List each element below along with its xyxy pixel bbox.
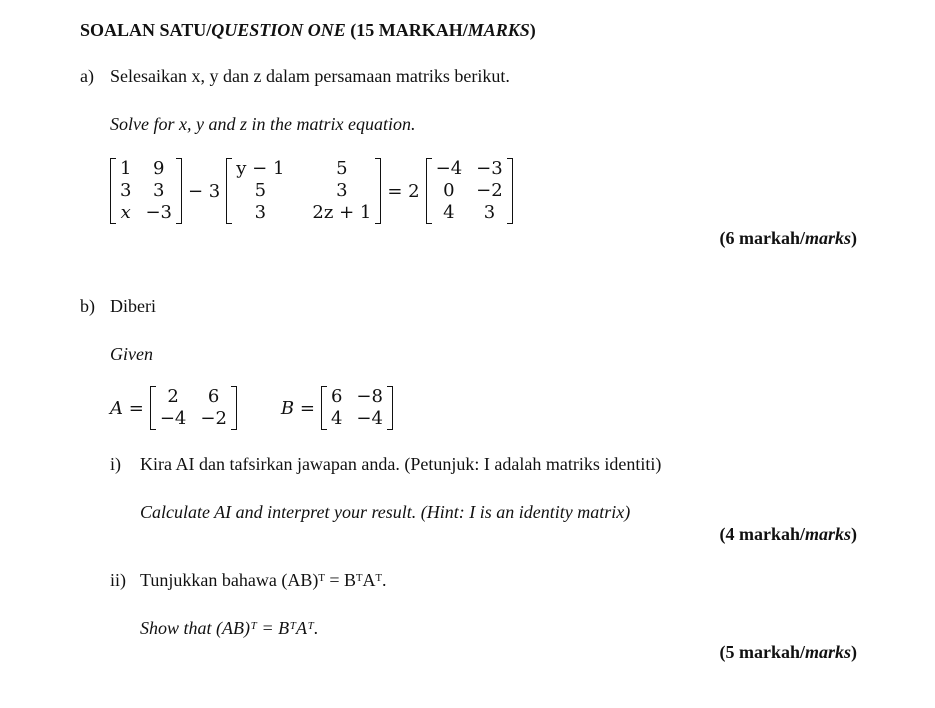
part-a-malay: Selesaikan x, y dan z dalam persamaan matriks berikut. bbox=[110, 66, 510, 86]
part-b-english: Given bbox=[110, 344, 153, 364]
matrix-a-label: A = bbox=[110, 397, 144, 419]
sub-i-label: i) bbox=[110, 454, 121, 474]
matrix-1: 1 9 3 3 x −3 bbox=[110, 158, 182, 224]
sub-ii-malay: Tunjukkan bahawa (AB)ᵀ = BᵀAᵀ. bbox=[140, 570, 387, 590]
given-matrices bbox=[110, 386, 393, 430]
matrix-3: −4 −3 0 −2 4 3 bbox=[426, 158, 513, 224]
matrix-b-label: B = bbox=[280, 397, 315, 419]
question-heading: SOALAN SATU/QUESTION ONE (15 MARKAH/MARKS) bbox=[80, 20, 536, 40]
sub-i-marks: (4 markah/marks) bbox=[719, 524, 857, 544]
matrix-2: y − 1 5 5 3 3 2z + 1 bbox=[226, 158, 381, 224]
sub-i-malay: Kira AI dan tafsirkan jawapan anda. (Petunjuk: I adalah matriks identiti) bbox=[140, 454, 662, 474]
sub-ii-label: ii) bbox=[110, 570, 126, 590]
sub-i-english: Calculate AI and interpret your result. (Hint: I is an identity matrix) bbox=[140, 502, 631, 522]
sub-ii-english: Show that (AB)ᵀ = BᵀAᵀ. bbox=[140, 618, 319, 638]
part-b-label: b) bbox=[80, 296, 95, 316]
part-b-malay: Diberi bbox=[110, 296, 156, 316]
matrix-a: 2 6 −4 −2 bbox=[150, 386, 237, 430]
matrix-b: 6 −8 4 −4 bbox=[321, 386, 393, 430]
sub-ii-marks: (5 markah/marks) bbox=[719, 642, 857, 662]
part-a-label: a) bbox=[80, 66, 94, 86]
part-a-marks: (6 markah/marks) bbox=[719, 228, 857, 248]
matrix-equation: 1 9 3 3 x −3 − 3 y − 1 5 5 3 3 2z + 1 = 2 −4 −3 0 −2 4 3 bbox=[110, 158, 513, 224]
part-a-english: Solve for x, y and z in the matrix equation. bbox=[110, 114, 416, 134]
